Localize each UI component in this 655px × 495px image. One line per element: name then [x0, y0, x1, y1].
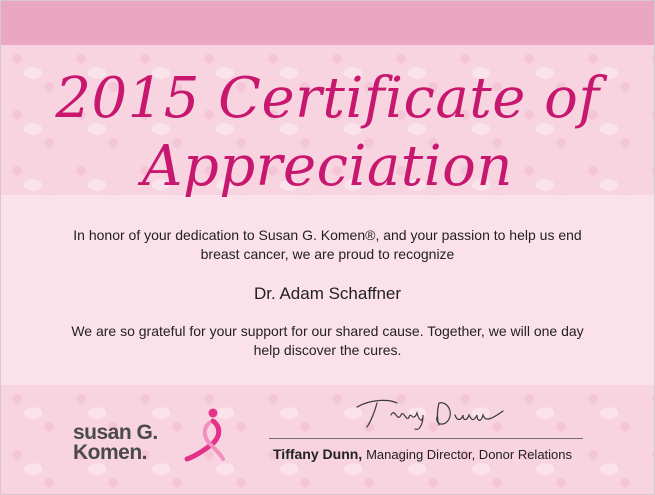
- certificate-title-line2: Appreciation: [142, 134, 513, 199]
- certificate-title-line1: 2015 Certificate of: [55, 66, 600, 131]
- signature-image: [351, 393, 511, 433]
- komen-logo: [73, 413, 233, 469]
- top-band: [1, 1, 654, 45]
- intro-text: In honor of your dedication to Susan G. Komen®, and your passion to help us end breast cancer, we are proud to recognize: [73, 227, 582, 262]
- recipient-name: Dr. Adam Schaffner: [253, 284, 402, 303]
- pink-ribbon-icon: [183, 407, 227, 463]
- logo-line2: Komen.: [73, 441, 148, 464]
- logo-line1: susan G.: [73, 421, 158, 444]
- logo-wordmark: [73, 423, 158, 463]
- signer-title: Managing Director, Donor Relations: [366, 447, 573, 462]
- signer-block: [273, 446, 572, 462]
- closing-text: We are so grateful for your support for our shared cause. Together, we will one day help discover the cures.: [71, 323, 584, 358]
- signature-line: [269, 438, 583, 439]
- signer-name: Tiffany Dunn,: [273, 446, 363, 462]
